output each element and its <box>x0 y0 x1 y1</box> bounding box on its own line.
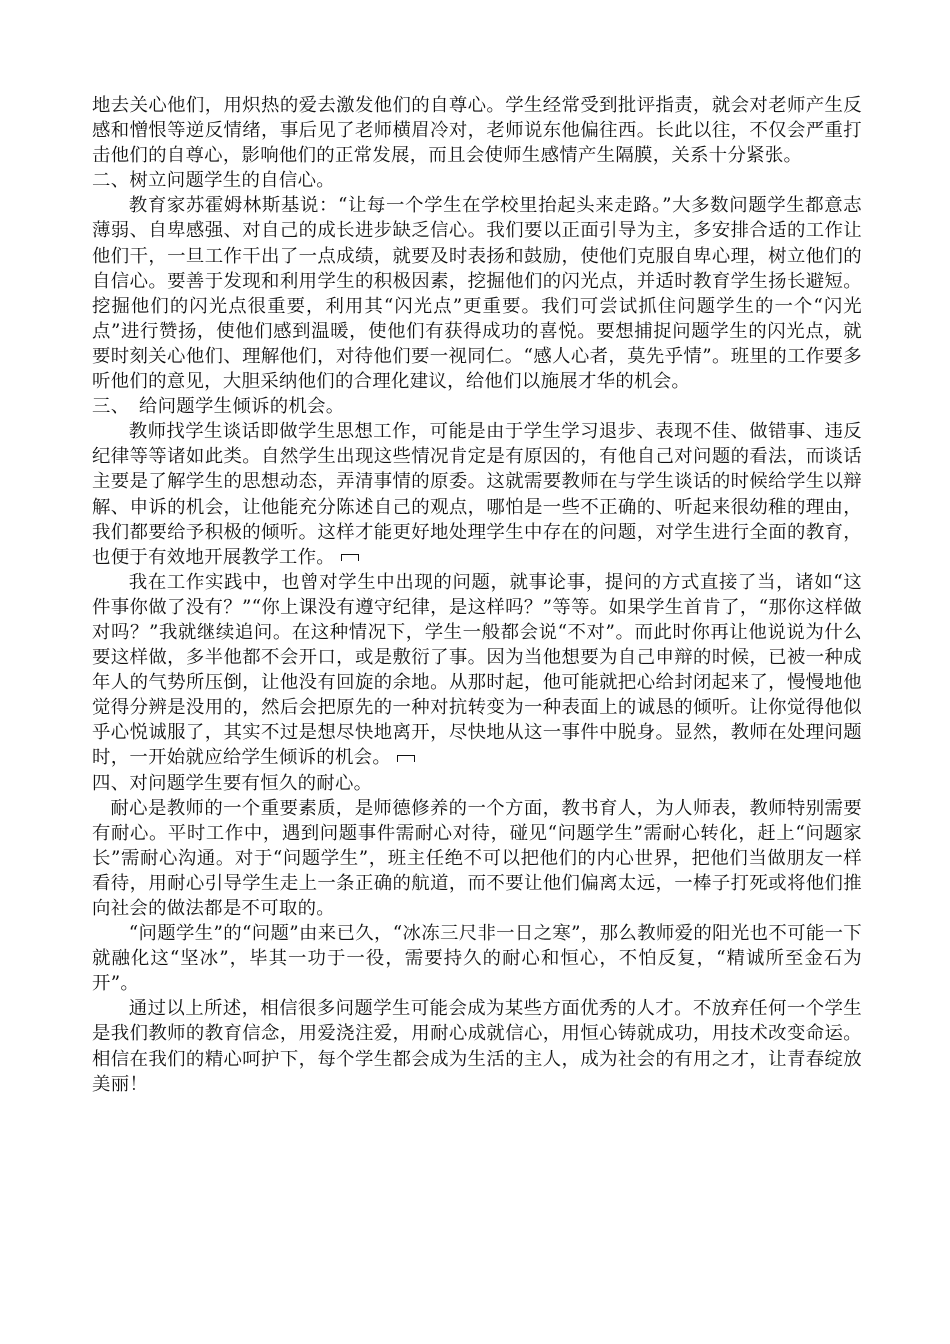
section-heading-4: 四、对问题学生要有恒久的耐心。 <box>92 772 373 794</box>
document-page <box>92 93 862 1097</box>
paragraph-talking <box>92 419 862 570</box>
section-heading-2: 二、树立问题学生的自信心。 <box>92 170 335 192</box>
paragraph-confidence: 教育家苏霍姆林斯基说：“让每一个学生在学校里抬起头来走路。”大多数问题学生都意志薄弱、自卑感强、对自己的成长进步缺乏信心。我们要以正面引导为主，多安排合适的工作让他们干，一旦工作干出了一点成绩，就要及时表扬和鼓励，使他们克服自卑心理，树立他们的自信心。要善于发现和利用学生的积极因素，挖掘他们的闪光点，并适时教育学生扬长避短。挖掘他们的闪光点很重要，利用其“闪光点”更重要。我们可尝试抓住问题学生的一个“闪光点”进行赞扬，使他们感到温暖，使他们有获得成功的喜悦。要想捕捉问题学生的闪光点，就要时刻关心他们、理解他们，对待他们要一视同仁。“感人心者，莫先乎情”。班里的工作要多听他们的意见，大胆采纳他们的合理化建议，给他们以施展才华的机会。 <box>92 195 862 393</box>
paragraph-continuation: 地去关心他们，用炽热的爱去激发他们的自尊心。学生经常受到批评指责，就会对老师产生反感和憎恨等逆反情绪，事后见了老师横眉冷对，老师说东他偏往西。长此以往，不仅会严重打击他们的自尊心，影响他们的正常发展，而且会使师生感情产生隔膜，关系十分紧张。 <box>92 95 862 167</box>
paragraph-patience: 耐心是教师的一个重要素质，是师德修养的一个方面，教书育人，为人师表，教师特别需要有耐心。平时工作中，遇到问题事件需耐心对待，碰见“问题学生”需耐心转化，赶上“问题家长”需耐心沟通。对于“问题学生”，班主任绝不可以把他们的内心世界，把他们当做朋友一样看待，用耐心引导学生走上一条正确的航道，而不要让他们偏离太远，一棒子打死或将他们推向社会的做法都是不可取的。 <box>92 797 862 919</box>
paragraph-talking-text: 教师找学生谈话即做学生思想工作，可能是由于学生学习退步、表现不佳、做错事、违反纪律等等诸如此类。自然学生出现这些情况肯定是有原因的，有他自己对问题的看法，而谈话主要是了解学生的思想动态，弄清事情的原委。这就需要教师在与学生谈话的时候给学生以辩解、申诉的机会，让他能充分陈述自己的观点，哪怕是一些不正确的、听起来很幼稚的理由，我们都要给予积极的倾听。这样才能更好地处理学生中存在的问题，对学生进行全面的教育，也便于有效地开展教学工作。 <box>92 421 862 568</box>
paragraph-mark-icon <box>341 554 359 561</box>
section-heading-3: 三、 给问题学生倾诉的机会。 <box>92 396 345 418</box>
paragraph-practice-text: 我在工作实践中，也曾对学生中出现的问题，就事论事，提问的方式直接了当，诸如“这件事你做了没有？”“你上课没有遵守纪律，是这样吗？”等等。如果学生首肯了，“那你这样做对吗？”我就继续追问。在这种情况下，学生一般都会说“不对”。而此时你再让他说说为什么要这样做，多半他都不会开口，或是敷衍了事。因为当他想要为自己申辩的时候，已被一种成年人的气势所压倒，让他没有回旋的余地。从那时起，他可能就把心给封闭起来了，慢慢地他觉得分辨是没用的，然后会把原先的一种对抗转变为一种表面上的诚恳的倾听。让你觉得他似乎心悦诚服了，其实不过是想尽快地离开，尽快地从这一事件中脱身。显然，教师在处理问题时，一开始就应给学生倾诉的机会。 <box>92 571 862 769</box>
paragraph-practice <box>92 570 862 771</box>
paragraph-ice: “问题学生”的“问题”由来已久，“冰冻三尺非一日之寒”，那么教师爱的阳光也不可能一下就融化这“坚冰”，毕其一功于一役，需要持久的耐心和恒心，不怕反复，“精诚所至金石为开”。 <box>92 923 862 995</box>
paragraph-mark-icon <box>397 755 415 762</box>
paragraph-conclusion: 通过以上所述，相信很多问题学生可能会成为某些方面优秀的人才。不放弃任何一个学生是我们教师的教育信念，用爱浇注爱，用耐心成就信心，用恒心铸就成功，用技术改变命运。相信在我们的精心呵护下，每个学生都会成为生活的主人，成为社会的有用之才，让青春绽放美丽！ <box>92 998 862 1095</box>
